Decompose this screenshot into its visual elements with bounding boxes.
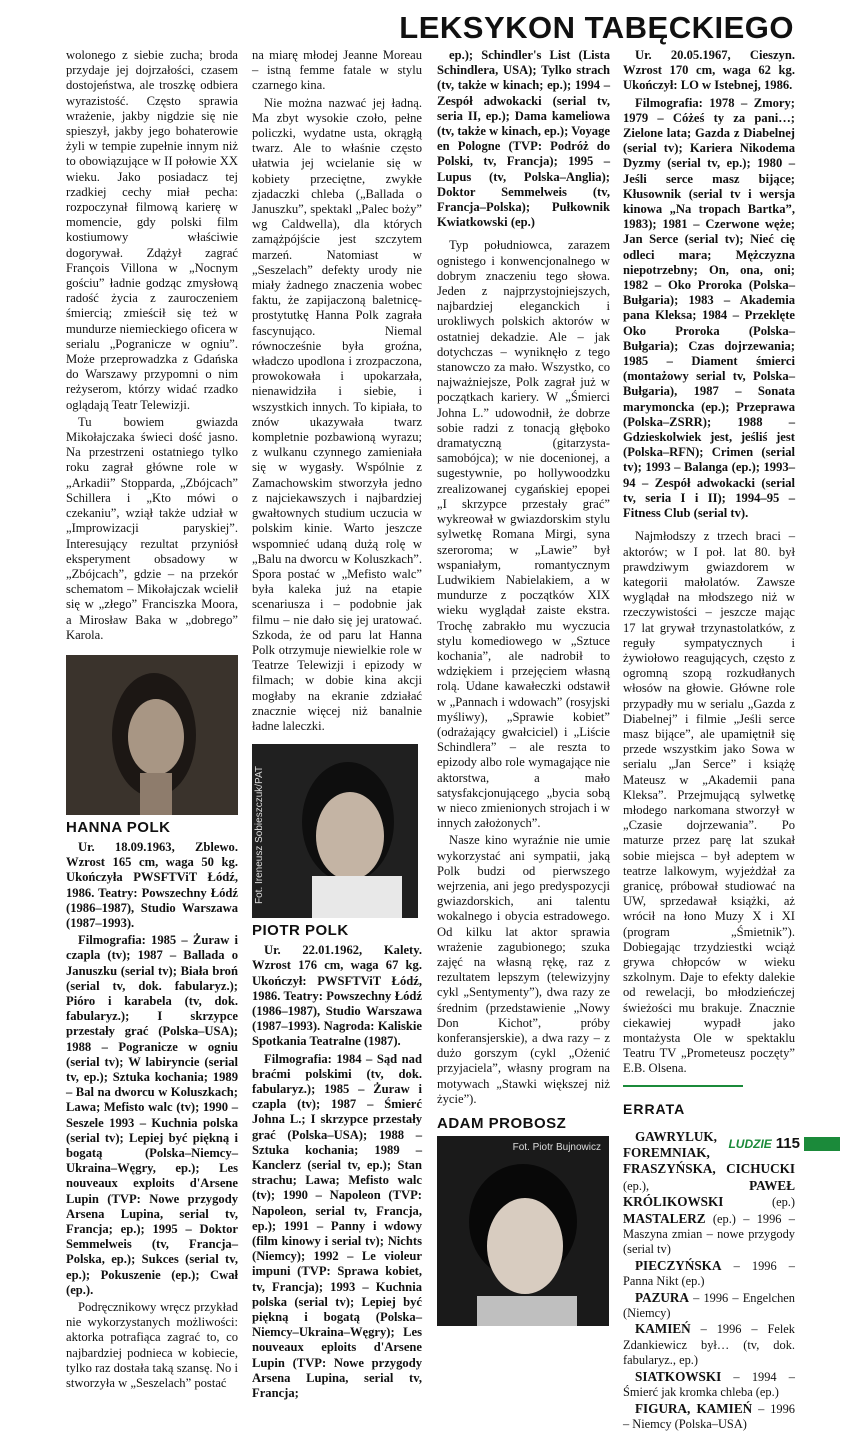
page-title: LEKSYKON TABĘCKIEGO — [399, 10, 794, 45]
paragraph: Najmłodszy z trzech braci – aktorów; w I poł. lat 80. był prawdziwym gwiazdorem w kategorii małolatów. Zawsze wyglądał na młodszego niż w rzeczywistości – jeszcze mając 17 lat grywał trzynastolatków, z reguły sympatycznych i żywiołowo reagujących, często z ogromną szopą rozkudłanych włosów na głowie. Główne role przypadły mu w serialu „Gazda z Diabelnej” i filmie „Jeśli serce masz bijące”, ale upamiętnił się przede wszystkim jako Sowa w serialu „Jan Serce” i książę Mateusz w „Akademii pana Kleksa”. Przejmującą sylwetkę młodego narkomana stworzył w „Czasie dojrzewania”. Po maturze przez parę lat szukał sobie miejsca – był adeptem w teatrze lalkowym, wyjeżdżał za granicę, próbował studiować na UW, sprzedawał książki, aż wrócił na łono Muzy X i XI (program „Śmietnik”). Dobiegając trzydziestki wciąż grywa chłopców w wieku szkolnym. Daje to efekty dalekie od rewelacji, bo młodzieńczej świeżości mu brakuje. Znacznie ciekawiej wypadł jako montażysta Ole w spektaklu Teatru TV „Prometeusz poczęty” E.B. Olsena. — [623, 529, 795, 1076]
paragraph: wolonego z siebie zucha; broda przydaje jej dojrzałości, czasem dostojeństwa, ale troszkę odbiera wyrazistość. Często sprawia wrażenie, jakby nigdzie się nie spieszył, jakby jego bohaterowie żyli w tempie zupełnie innym niż to obowiązujące w II połowie XX wieku. Jako posiadacz tej rzadkiej cechy miał pecha: rozpoczynał filmową karierę w momencie, gdy polski film kostiumowy właściwie dogorywał. Zdążył zagrać François Villona w „Nocnym gościu” ładnie godząc zmysłową radość życia z zauroczeniem śmiercią; zmieścił się też w mundurze niemieckiego oficera w serialu „Pogranicze w ogniu”. Może przeprowadzka z Gdańska do Warszawy przypomni o nim reżyserom, którzy widać rzadko oglądają Teatr Telewizji. — [66, 48, 238, 412]
errata-entry: GAWRYLUK, FOREMNIAK, FRASZYŃSKA, CICHUCKI (ep.), PAWEŁ KRÓLIKOWSKI (ep.) MASTALERZ (ep.) – 1996 – Maszyna zmian – nowe przygody (serial tv) — [623, 1128, 795, 1257]
filmography: Filmografia: 1984 – Sąd nad braćmi polskimi (tv, dok. fabularyz.); 1985 – Żuraw i czapla (tv); 1987 – Śmierć Johna L.; I skrzypce przestały grać (Polska–USA); 1988 – Sztuka kochania; 1989 – Kanclerz (serial tv, ep.); Stan strachu; Lawa; Mefisto walc (tv); 1990 – Napoleon (TVP: Napoleon, serial tv, Francja, ep.); 1991 – Panny i wdowy (film kinowy i serial tv); Nichts (Niemcy); 1992 – Le violeur impuni (TVP: Sprawa kobiet, tv, Francja); 1993 – Kuchnia polska (serial tv); Lepiej być piękną i bogatą (Polska–Niemcy–Ukraina–Węgry); Les nouveaux eploits d'Arsene Lupin (TVP: Nowe przygody Arsena Lupina, serial tv, Francja; — [252, 1051, 422, 1401]
paragraph: Typ południowca, zarazem ognistego i konwencjonalnego w dobrym znaczeniu tego słowa. Jeden z najprzystojniejszych, najbardziej eleganckich i urokliwych polskich aktorów w ostatniej dekadzie. Ale – jak dotychczas – wyniknęło z tego stanowczo za mało. Wszystko, co najważniejsze, Polk zagrał już w początkach kariery. W „Śmierci Johna L.” udowodnił, że dobrze sobie radzi z tonacją głęboko dramatyczną (gitarzysta-samobójca); w nie docenionej, a sugestywnie, po hollywoodzku zrealizowanej cygańskiej epopei „I skrzypce przestały grać” wykreował w gwiazdorskim stylu sylwetkę Romana Mirgi, syna szeroroma; w „Lawie” był wspaniałym, romantycznym Ludwikiem Nabielakiem, a w mundurze z początków XIX wieku wyglądał zaiste ekstra. Trochę zabrakło mu wyczucia stylu komediowego w „Sztuce kochania”, ale nadrobił to wdziękiem i przejęciem własną rolą. Udane kawałeczki odstawił w „Pannach i wdowach” (rosyjski myśliwy), „Sprawie kobiet” (odrażający gwałciciel) i „Liście Schindlera” – ale reszta to epizody albo role wymagające nie aktorstwa, a mało satysfakcjonującego „bycia sobą w nieco zmienionych strojach i w innych założonych”. — [437, 238, 610, 831]
divider — [623, 1079, 743, 1087]
bio: Ur. 20.05.1967, Cieszyn. Wzrost 170 cm, waga 62 kg. Ukończył: LO w Istebnej, 1986. — [623, 48, 795, 93]
paragraph: na miarę młodej Jeanne Moreau – istną femme fatale w stylu czarnego kina. — [252, 48, 422, 93]
photo-credit: Fot. Piotr Bujnowicz — [512, 1142, 601, 1154]
errata-entry: PIECZYŃSKA – 1996 – Panna Nikt (ep.) — [623, 1257, 795, 1289]
errata-entry: SIATKOWSKI – 1994 – Śmierć jak kromka chleba (ep.) — [623, 1368, 795, 1400]
filmography: Filmografia: 1978 – Zmory; 1979 – Cóżeś ty za pani…; Zielone lata; Gazda z Diabelnej (serial tv); Kariera Nikodema Dyzmy (serial tv, ep.); 1980 – Jeśli serce masz bijące; Kłusownik (serial tv i wersja kinowa „Na tropach Bartka”, 1983); 1981 – Czerwone węże; Jan Serce (serial tv); Nieć cię odleci mara; Mężczyzna niepotrzebny; On, ona, oni; 1982 – Oko Proroka (Polska–Bułgaria); 1983 – Akademia pana Kleksa; 1984 – Przeklęte Oko Proroka (Polska–Bułgaria); Czas dojrzewania; 1985 – Diament śmierci (montażowy serial tv, Polska–Bułgaria), 1987 – Sonata marymoncka (ep.); Przeprawa (Polska–ZSRR); 1988 – Gdzieskolwiek jest, jeśliś jest (Polska–RFN); Crimen (serial tv); 1993 – Balanga (ep.); 1993–94 – Zespół adwokacki (serial tv, seria I i II); 1994–95 – Fitness Club (serial tv). — [623, 95, 795, 521]
photo-credit: Fot. Ireneusz Sobieszczuk/PAT — [254, 766, 265, 905]
column-3 — [437, 48, 610, 1158]
person-name: PIOTR POLK — [252, 922, 349, 940]
page-footer — [728, 1135, 840, 1152]
hanna-polk-photo — [66, 655, 238, 815]
filmography: ep.); Schindler's List (Lista Schindlera, USA); Tylko strach (tv, także w kinach; ep.); 1994 – Zespół adwokacki (serial tv, seria II, ep.); Dama kameliowa (tv, także w kinach, ep.); Voyage en Pologne (TVP: Podróż do Polski, tv, Francja); 1995 – Lupus (tv, Polska–Anglia); Doktor Semmelweis (tv, Francja–Polska); Pułkownik Kwiatkowski (ep.) — [437, 48, 610, 230]
paragraph: Podręcznikowy wręcz przykład nie wykorzystanych możliwości: aktorka potrafiąca zagrać to, co najbardziej podnieca w kobiecie, tylko raz dostała taką szansę. No i stworzyła w „Seszelach” postać — [66, 1300, 238, 1391]
bio: Ur. 22.01.1962, Kalety. Wzrost 176 cm, waga 67 kg. Ukończył: PWSFTViT Łódź, 1986. Teatry: Powszechny Łódź (1986–1987), Studio Warszawa (1987–1993). Nagroda: Kaliskie Spotkania Teatralne (1987). — [252, 943, 422, 1049]
magazine-name: LUDZIE — [728, 1136, 772, 1151]
errata-title: ERRATA — [623, 1100, 686, 1117]
errata-entry: FIGURA, KAMIEŃ – 1996 – Niemcy (Polska–USA) — [623, 1400, 795, 1431]
person-name: HANNA POLK — [66, 818, 171, 836]
paragraph: Tu bowiem gwiazda Mikołajczaka świeci dość jasno. Na przestrzeni ostatniego tylko roku zagrał główne role w „Arkadii” Stoppardа, „Zbójcach” Schillera i „Kto mówi o czekaniu”, wziął także udział w „Improwizacji paryskiej”. Interesujący rezultat przyniósł eksperyment obsadowy w „Zbójcach”, gdzie – na przekór schematom – Mikołajczak wcielił się w „złego” Franciszka Moora, a Mirosław Baka w „dobrego” Karola. — [66, 414, 238, 642]
filmography: Filmografia: 1985 – Żuraw i czapla (tv); 1987 – Ballada o Januszku (serial tv); Biała broń (serial tv, dok. fabularyz.); Pióro i karabela (tv, dok. fabularyz.); I skrzypce przestały grać (Polska–USA); 1988 – Pogranicze w ogniu (serial tv); W labiryncie (serial tv, ep.); Sztuka kochania; 1989 – Bal na dworcu w Koluszkach; Lawa; Mefisto walc (tv); 1990 – Seszele 1993 – Kuchnia polska (serial tv); Lepiej być piękną i bogatą (Polska–Niemcy–Ukraina–Węgry, ep.); Les nouveaux exploits d'Arsene Lupin (TVP: Nowe przygody Arsena Lupina, serial tv, Francja; ep.); 1995 – Doktor Semmelweis (tv, Francja–Polska, ep.); Sukces (serial tv, ep.); Pokuszenie (ep.); Cwał (ep.). — [66, 933, 238, 1297]
errata-entry: PAZURA – 1996 – Engelchen (Niemcy) — [623, 1289, 795, 1321]
page-number: 115 — [775, 1135, 800, 1152]
column-2 — [252, 48, 422, 1401]
paragraph: Nie można nazwać jej ładną. Ma zbyt wysokie czoło, pełne policzki, wydatne usta, okrągłą twarz. Ale to właśnie często ułatwia jej wcielanie się w kobiety przeciętne, zwykłe zjadaczki chleba („Ballada o Januszku”, spektakl „Palec boży” wg Caldwella), dla których zamążpójście jest szczytem marzeń. Natomiast w „Seszelach” defekty urody nie miały żadnego znaczenia wobec faktu, że zapijaczoną baletnicę-prostytutkę Hanna Polk zagrała fascynująco. Niemal równocześnie była groźna, władczo upodlona i zrozpaczona, prowokowała i upokarzała, nienawidziła i siebie, i wszystkich innych. To kipiała, to znów ukazywała twarz kompletnie pozbawioną wyrazu; z wulkanu czynnego zamieniała się w wygasły. Wspólnie z Zamachowskim stworzyła jedno z najciekawszych i najbardziej gwałtownych studium uczucia w polskim kinie. Warto jeszcze wspomnieć udaną dużą rolę w „Balu na dworcu w Koluszkach”. Spora postać w „Mefisto walc” była kaleka już na etapie scenariusza i – podobnie jak filmu – nie dało się jej uratować. Szkoda, że od paru lat Hanna Polk otrzymuje niewielkie role w Teatrze Telewizji i epizody w filmach; w dobie kina akcji mogłaby na ekranie zdziałać znacznie więcej niż banalnie ładne laleczki. — [252, 95, 422, 733]
person-name: ADAM PROBOSZ — [437, 1115, 567, 1133]
footer-accent-bar — [804, 1137, 840, 1151]
paragraph: Nasze kino wyraźnie nie umie wykorzystać ani sympatii, jaką Polk budzi od pierwszego wejrzenia, ani jego predyspozycji gwiazdorskich, ani talentu wokalnego i obycia estradowego. Od kilku lat aktor sprawia wrażenie zagubionego; szuka zajęć na własną rękę, raz z rezultatem lepszym (telewizyjny cykl „Sentymenty”), dwa razy ze średnim (przedstawienie „Nowy Don Kichot”, próby konferansjerskie), a dwa razy – z dużo gorszym (cykl „Ożenić przyjaciela”, własny program na motywach „Stawki większej niż życie”). — [437, 833, 610, 1106]
bio: Ur. 18.09.1963, Zblewo. Wzrost 165 cm, waga 50 kg. Ukończyła PWSFTViT Łódź, 1986. Teatry: Powszechny Łódź (1986–1987), Studio Warszawa (1987–1993). — [66, 839, 238, 930]
piotr-polk-photo — [252, 744, 418, 918]
errata-entry: KAMIEŃ – 1996 – Felek Zdankiewicz był… (tv, dok. fabularyz., ep.) — [623, 1321, 795, 1368]
column-1 — [66, 48, 238, 1391]
adam-probosz-photo — [437, 1136, 609, 1326]
